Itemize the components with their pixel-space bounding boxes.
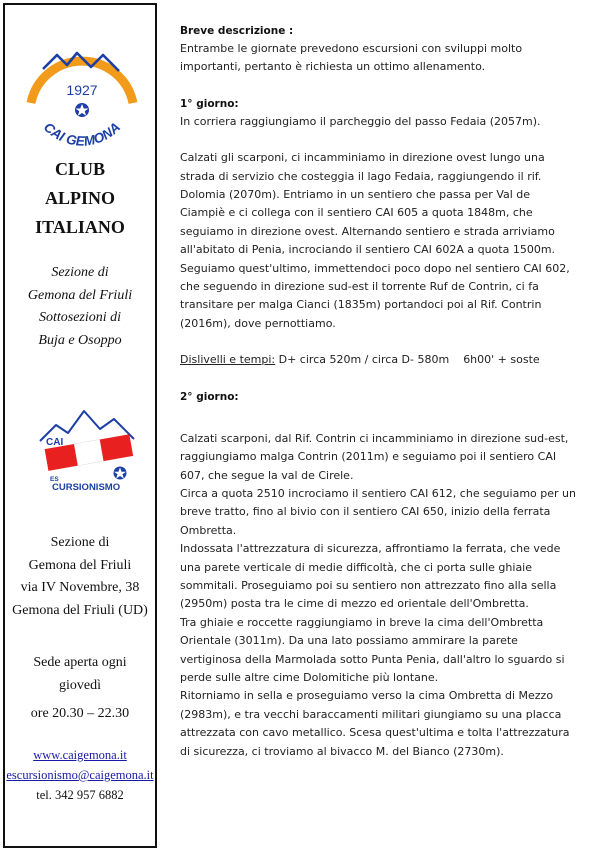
day2-line: (2983m), e tra vecchi baraccamenti militari giungiamo su una placca — [180, 707, 562, 721]
email-link[interactable]: escursionismo@caigemona.it — [6, 768, 154, 782]
day2-line: Indossata l'attrezzatura di sicurezza, affrontiamo la ferrata, che vede — [180, 542, 561, 556]
day1-line: (2016m), dove pernottiamo. — [180, 316, 336, 330]
address-line: Gemona del Friuli (UD) — [12, 602, 148, 618]
logo-year: 1927 — [66, 82, 98, 98]
cai-star-badge-icon — [75, 103, 89, 117]
cai-gemona-logo — [19, 25, 145, 151]
breve-line: importanti, pertanto è richiesta un ottimo allenamento. — [180, 60, 486, 74]
logo2-cursionismo-text: CURSIONISMO — [52, 482, 121, 493]
day1-line: seguiamo in direzione ovest. Alternando sentiero e strada arriviamo — [180, 224, 555, 238]
day1-line: che seguendo in direzione sud-est il torrente Ruf de Contrin, ci fa — [180, 280, 539, 294]
day2-line: Circa a quota 2510 incrociamo il sentiero CAI 612, che seguiamo per un — [180, 486, 576, 500]
day1-line: strada di servizio che costeggia il lago Fedaia, raggiungendo il rif. — [180, 169, 542, 183]
sidebar-panel — [3, 3, 157, 848]
club-line: CLUB — [54, 159, 105, 179]
cai-star-badge-icon — [114, 467, 127, 480]
day1-heading: 1° giorno: — [180, 97, 239, 110]
logo-arc-text: CAI GEMONA — [40, 119, 124, 149]
day1-line: transitare per malga Cianci (1835m) portandoci poi al Rif. Contrin — [180, 298, 542, 312]
opening-hours — [5, 652, 155, 726]
day1-intro: In corriera raggiungiamo il parcheggio del passo Fedaia (2057m). — [180, 114, 541, 128]
contacts-block — [5, 745, 155, 805]
logo2-es-text: ES — [50, 476, 59, 483]
day2-line: vertiginosa della Marmolada sotto Punta Penia, dall'altro lo sguardo si — [180, 652, 565, 666]
day1-line: Seguiamo quest'ultimo, immettendoci poco dopo nel sentiero CAI 602, — [180, 261, 570, 275]
dislivelli-line — [180, 351, 605, 369]
day2-line: Calzati scarponi, dal Rif. Contrin ci incamminiamo in direzione sud-est, — [180, 431, 569, 445]
day2-line: Ritorniamo in sella e proseguiamo verso la cima Ombretta di Mezzo — [180, 689, 554, 703]
address-line: Sezione di — [50, 535, 110, 550]
day2-line: (2950m) posta tra le cime di mezzo ed orientale dell'Ombretta. — [180, 597, 529, 611]
sezione-line: Sottosezioni di — [38, 310, 122, 325]
day2-line: Tra ghiaie e roccette raggiungiamo in breve la cima dell'Ombretta — [180, 615, 544, 629]
day2-line: una parete verticale di medie difficoltà, che ci porta sulle ghiaie — [180, 560, 533, 574]
day2-line: di sicurezza, ci troviamo al bivacco M. del Bianco (2730m). — [180, 744, 504, 758]
club-name — [5, 155, 155, 242]
day1-line: Ciampiè e ci collega con il sentiero CAI 605 a quota 1848m, che — [180, 206, 533, 220]
hours-line: giovedì — [59, 677, 101, 693]
phone-number: tel. 342 957 6882 — [36, 788, 124, 802]
breve-line: Entrambe le giornate prevedono escursioni con sviluppi molto — [180, 42, 523, 55]
day2-line: raggiungiamo malga Contrin (2011m) e seguiamo poi il sentiero CAI — [180, 450, 557, 464]
sezione-block — [5, 262, 155, 352]
sezione-line: Buja e Osoppo — [38, 332, 122, 348]
address-block — [5, 532, 155, 622]
sezione-line: Sezione di — [51, 265, 109, 280]
hours-line: Sede aperta ogni — [33, 655, 127, 670]
dislivelli-label: Dislivelli e tempi: — [180, 353, 276, 367]
day2-line: attrezzata con cavo metallico. Scesa quest'ultima e tolta l'attrezzatura — [180, 726, 570, 740]
logo2-cai-text: CAI — [46, 437, 64, 448]
day2-line: perde sulle altre cime Dolomitiche più lontane. — [180, 670, 439, 684]
day2-line: sommitali. Proseguiamo poi su sentiero non attrezzato fino alla sella — [180, 578, 557, 592]
day1-paragraph — [180, 149, 605, 333]
hours-line: ore 20.30 – 22.30 — [30, 706, 130, 721]
day2-line: Orientale (3011m). Da una lato possiamo ammirare la parete — [180, 634, 518, 648]
day2-paragraph — [180, 430, 605, 761]
day2-line: Ombretta. — [180, 523, 237, 537]
day1-line: all'abitato di Penia, incrociando il sentiero CAI 602A a quota 1500m. — [180, 243, 556, 257]
day1-line: Dolomia (2070m). Entriamo in un sentiero che passa per Val de — [180, 188, 531, 202]
sezione-line: Gemona del Friuli — [27, 287, 133, 303]
club-line: ALPINO — [44, 188, 115, 208]
breve-heading: Breve descrizione : — [180, 25, 294, 37]
main-content — [180, 22, 605, 761]
day2-heading: 2° giorno: — [180, 390, 239, 403]
dislivelli-value: D+ circa 520m / circa D- 580m 6h00' + soste — [275, 353, 540, 367]
address-line: Gemona del Friuli — [28, 557, 132, 573]
website-link[interactable]: www.caigemona.it — [33, 748, 127, 762]
day2-line: 607, che segue la val de Cirele. — [180, 468, 354, 482]
day1-line: Calzati gli scarponi, ci incamminiamo in direzione ovest lungo una — [180, 151, 545, 165]
day2-line: breve tratto, fino al bivio con il sentiero CAI 650, inizio della ferrata — [180, 505, 551, 519]
escursionismo-logo — [34, 403, 140, 499]
club-line: ITALIANO — [35, 217, 125, 237]
address-line: via IV Novembre, 38 — [20, 580, 140, 595]
